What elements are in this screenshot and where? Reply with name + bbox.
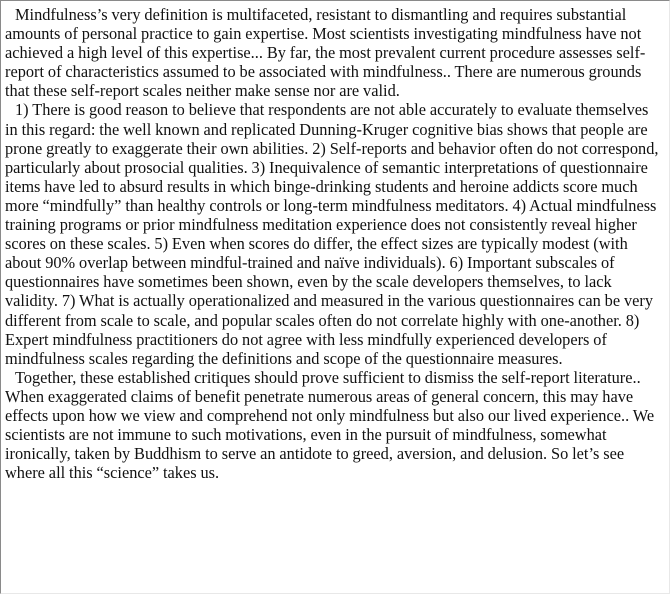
paragraph-critiques-list: 1) There is good reason to believe that respondents are not able accurately to evaluate themselves in this regard: the well known and replicated Dunning-Kruger cognitive bias shows that people are prone greatly to exaggerate their own abilities. 2) Self-reports and behavior often do not correspond, particularly about prosocial qualities. 3) Inequivalence of semantic interpretations of questionnaire items have led to absurd results in which binge-drinking students and heroine addicts score much more “mindfully” than healthy controls or long-term mindfulness meditators. 4) Actual mindfulness training programs or prior mindfulness meditation experience does not consistently reveal higher scores on these scales. 5) Even when scores do differ, the effect sizes are typically modest (with about 90% overlap between mindful-trained and naïve individuals). 6) Important subscales of questionnaires have sometimes been shown, even by the scale developers themselves, to lack validity. 7) What is actually operationalized and measured in the various questionnaires can be very different from scale to scale, and popular scales often do not correlate highly with one-another. 8) Expert mindfulness practitioners do not agree with less mindfully experienced developers of mindfulness scales regarding the definitions and scope of the questionnaire measures.	[5, 100, 659, 368]
paragraph-intro: Mindfulness’s very definition is multifaceted, resistant to dismantling and requires substantial amounts of personal practice to gain expertise. Most scientists investigating mindfulness have not achieved a high level of this expertise... By far, the most prevalent current procedure assesses self-report of characteristics assumed to be associated with mindfulness.. There are numerous grounds that these self-report scales neither make sense nor are valid.	[5, 5, 646, 101]
paragraph-conclusion: Together, these established critiques should prove sufficient to dismiss the self-report literature.. When exaggerated claims of benefit penetrate numerous areas of general concern, this may have effects upon how we view and comprehend not only mindfulness but also our lived experience.. We scientists are not immune to such motivations, even in the pursuit of mindfulness, somewhat ironically, taken by Buddhism to serve an antidote to greed, aversion, and delusion. So let’s see where all this “science” takes us.	[5, 367, 655, 483]
